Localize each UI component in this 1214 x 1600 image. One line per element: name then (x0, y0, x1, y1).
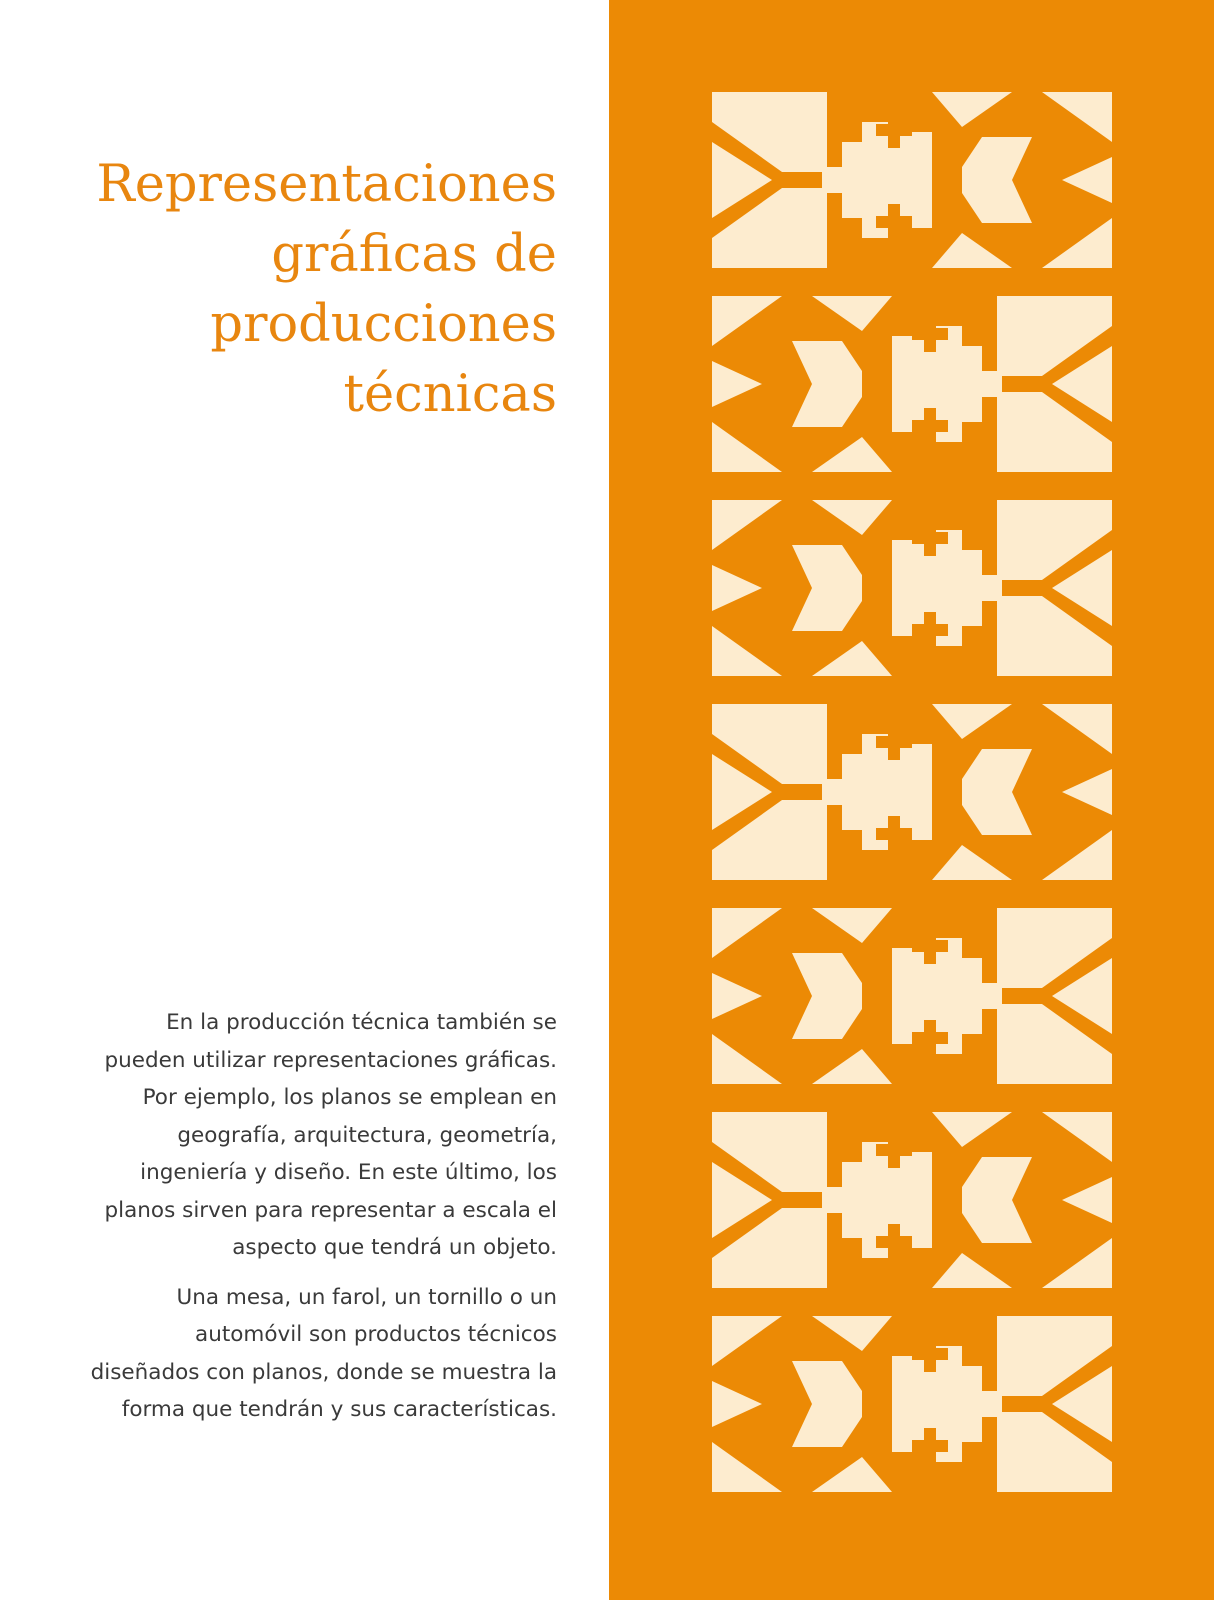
geometric-motif-icon (712, 1316, 1112, 1492)
geometric-motif-icon (712, 92, 1112, 268)
paragraph-2: Una mesa, un farol, un tornillo o un automóvil son productos técnicos diseñados con planos, donde se muestra la forma que tendrán y sus características. (90, 1284, 557, 1422)
geometric-motif-icon (712, 908, 1112, 1084)
page-title: Representaciones gráficas de producciones técnicas (96, 155, 557, 424)
body-text (90, 1004, 557, 1441)
geometric-motif-icon (712, 296, 1112, 472)
geometric-motif-icon (712, 704, 1112, 880)
geometric-motif-icon (712, 1112, 1112, 1288)
paragraph-1: En la producción técnica también se pueden utilizar representaciones gráficas. Por ejemplo, los planos se emplean en geografía, arquitectura, geometría, ingeniería y diseño. En este último, los planos sirven para representar a escala el aspecto que tendrá un objeto. (104, 1010, 557, 1260)
geometric-motif-icon (712, 500, 1112, 676)
